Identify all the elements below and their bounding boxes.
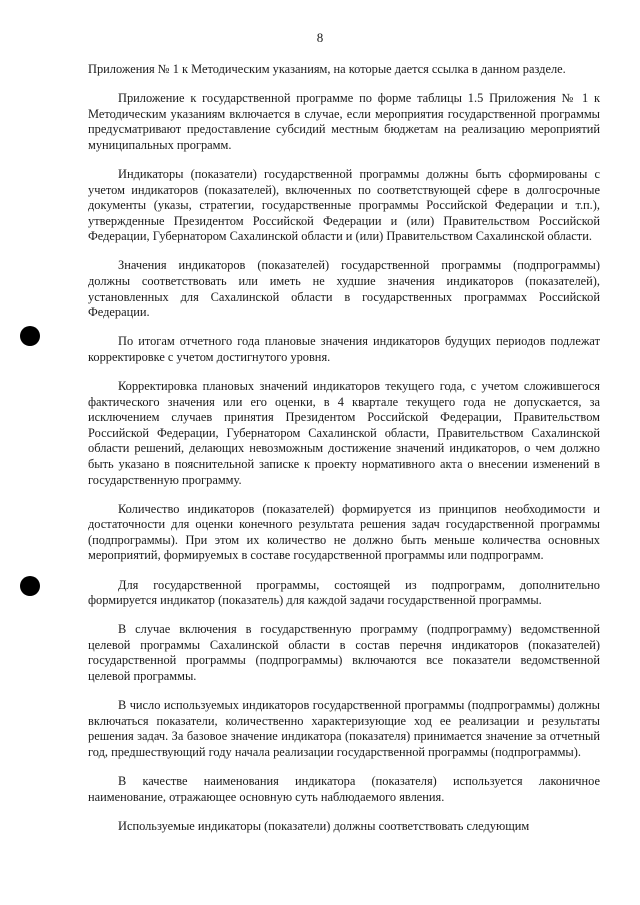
punch-hole [20,576,40,596]
document-body [88,62,600,848]
paragraph: Корректировка плановых значений индикаторов текущего года, с учетом сложившегося фактического значения или его оценки, в 4 квартале текущего года не допускается, за исключением случаев принятия Президентом Российской Федерации, Правительством Российской Федерации, Губернатором Сахалинской области, Правительством Сахалинской области решений, делающих невозможным достижение значений индикаторов, о чем должно быть указано в пояснительной записке к проекту нормативного акта о внесении изменений в государственную программу. [88,379,600,487]
paragraph: Индикаторы (показатели) государственной программы должны быть сформированы с учетом индикаторов (показателей), включенных по соответствующей сфере в долгосрочные документы (указы, стратегии, государственные программы Российской Федерации и т.п.), утвержденные Президентом Российской Федерации и (или) Правительством Российской Федерации, Губернатором Сахалинской области и (или) Правительством Сахалинской области. [88,166,600,244]
page-number: 8 [316,30,324,45]
paragraph: Для государственной программы, состоящей из подпрограмм, дополнительно формируется индикатор (показатель) для каждой задачи государственной программы. [88,577,600,608]
paragraph: Приложение к государственной программе по форме таблицы 1.5 Приложения № 1 к Методическим указаниям включается в случае, если мероприятия государственной программы предусматривают предоставление субсидий местным бюджетам на реализацию мероприятий муниципальных программ. [88,91,600,152]
paragraph: В случае включения в государственную программу (подпрограмму) ведомственной целевой программы Сахалинской области в состав перечня индикаторов (показателей) государственной программы (подпрограммы) включаются все показатели ведомственной целевой программы. [88,622,600,683]
punch-hole [20,326,40,346]
paragraph: В качестве наименования индикатора (показателя) используется лаконичное наименование, отражающее основную суть наблюдаемого явления. [88,773,600,804]
paragraph: Приложения № 1 к Методическим указаниям, на которые дается ссылка в данном разделе. [88,62,566,76]
paragraph: Количество индикаторов (показателей) формируется из принципов необходимости и достаточности для оценки конечного результата решения задач государственной программы (подпрограммы). При этом их количество не должно быть меньше количества основных мероприятий, формируемых в составе государственной программы или подпрограмм. [88,501,600,563]
paragraph: Используемые индикаторы (показатели) должны соответствовать следующим [118,818,530,833]
paragraph: В число используемых индикаторов государственной программы (подпрограммы) должны включаться показатели, количественно характеризующие ход ее реализации и результаты решения задач. За базовое значение индикатора (показателя) принимается значение за отчетный год, предшествующий году начала реализации государственной программы (подпрограммы). [88,698,600,759]
paragraph: Значения индикаторов (показателей) государственной программы (подпрограммы) должны соответствовать или иметь не худшие значения индикаторов (показателей), установленных для Сахалинской области в государственных программах Российской Федерации. [88,258,600,320]
paragraph: По итогам отчетного года плановые значения индикаторов будущих периодов подлежат корректировке с учетом достигнутого уровня. [88,334,600,364]
